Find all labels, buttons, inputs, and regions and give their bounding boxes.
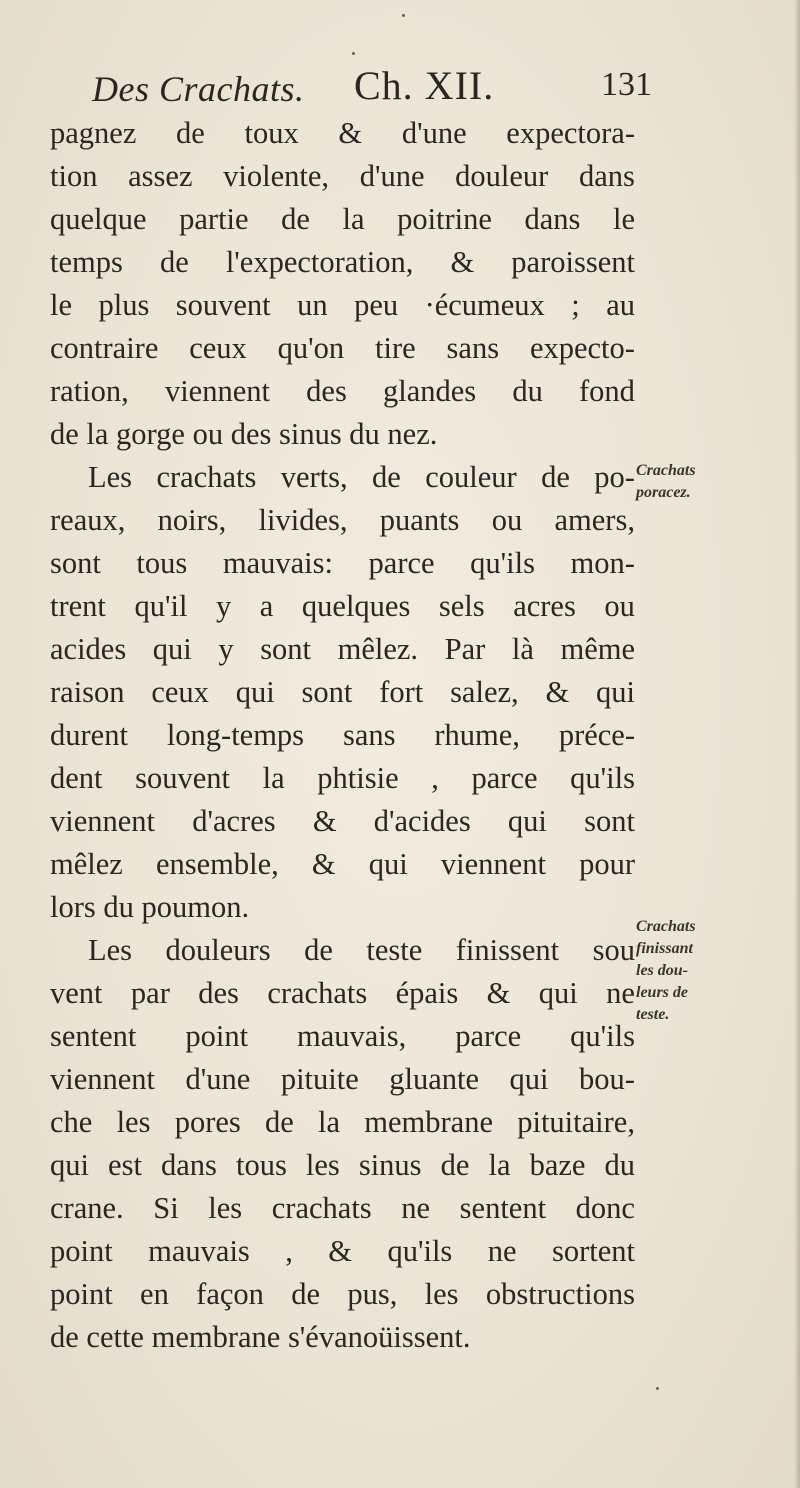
word: & [486,976,511,1010]
text-line [50,1187,635,1230]
margin-note-line: poracez. [636,484,691,501]
word: sentent [50,1019,137,1053]
text-line [50,1058,635,1101]
text-line [50,456,635,499]
word: qu'ils [570,761,635,795]
word: finissent [455,933,560,967]
word: de [176,116,205,150]
word: mêlez. [337,632,419,666]
word: mon- [570,546,635,580]
word: sans [342,718,396,752]
word: qu'ils [387,1234,453,1268]
text-line [50,198,635,241]
word: & [312,804,337,838]
text-line [50,542,635,585]
word: , [431,761,439,795]
word: , [285,1234,293,1268]
word: contraire [50,331,159,365]
word: tous [235,1148,287,1182]
body-text [50,112,635,1359]
word: fort [379,675,424,709]
text-line [50,370,635,413]
word: ; [571,288,580,322]
word: d'acides [373,804,471,838]
word: les [116,1105,151,1139]
word: phtisie [317,761,399,795]
word: qui [368,847,408,881]
text-line [50,1230,635,1273]
word: de [265,1105,294,1139]
text-line: de la gorge ou des sinus du nez. [50,417,438,451]
margin-note-crachats-finissant [636,916,766,1026]
word: ne [606,976,635,1010]
margin-note-crachats-poracez [636,460,766,504]
word: mauvais [148,1234,250,1268]
word: livides, [258,503,348,537]
word: qui [509,1062,549,1096]
word: qui [50,1148,89,1182]
word: sont [260,632,312,666]
text-line [50,284,635,327]
word: pour [579,847,635,881]
word: sortent [551,1234,635,1268]
word: des [306,374,347,408]
word: salez, [450,675,519,709]
text-line [50,843,635,886]
word: & [450,245,475,279]
margin-note-line: leurs de [636,984,688,1001]
text-line [50,714,635,757]
word: che [50,1105,93,1139]
word: ne [401,1191,431,1225]
word: viennent [164,374,270,408]
word: & [545,675,570,709]
word: de [291,1277,321,1311]
word: dans [161,1148,217,1182]
text-line [50,585,635,628]
word: qui [507,804,547,838]
word: du [512,374,543,408]
word: y [215,589,232,623]
word: glandes [383,374,477,408]
word: sinus [358,1148,422,1182]
word: de [440,1148,470,1182]
word: au [606,288,635,322]
word: trent [50,589,106,623]
word: point [185,1019,249,1053]
word: préce- [558,718,635,752]
word: sont [301,675,353,709]
margin-note-line: les dou- [636,962,688,979]
chapter-number: Ch. XII. [354,63,495,108]
word: tous [136,546,188,580]
word: la [318,1105,341,1139]
word: sont [584,804,635,838]
word: ne [487,1234,517,1268]
word: point [50,1277,113,1311]
text-line: de cette membrane s'évanoüissent. [50,1320,471,1354]
word: de [304,933,333,967]
word: & [311,847,336,881]
word: crachats [156,460,257,494]
word: le [612,202,635,236]
word: gluante [389,1062,480,1096]
word: épais [395,976,459,1010]
word: souvent [175,288,271,322]
word: d'une [401,116,467,150]
word: sels [438,589,485,623]
word: souvent [135,761,231,795]
word: verts, [280,460,348,494]
text-line [50,757,635,800]
word: un [297,288,328,322]
word: là [511,632,534,666]
word: vent [50,976,103,1010]
word: raison [50,675,125,709]
word: crachats [267,976,368,1010]
word: mauvais, [296,1019,407,1053]
word: viennent [440,847,546,881]
word: crane. [50,1191,124,1225]
word: dent [50,761,103,795]
word: même [560,632,635,666]
text-line [50,499,635,542]
text-line [50,628,635,671]
word: la [342,202,365,236]
word: couleur [425,460,517,494]
word: acides [50,632,127,666]
word: bou- [579,1062,635,1096]
word: pagnez [50,116,137,150]
word: expecto- [529,331,635,365]
word: ·écumeux [424,288,545,322]
word: sentent [459,1191,547,1225]
word: mêlez [50,847,123,881]
word: d'une [359,159,425,193]
word: la [488,1148,511,1182]
margin-note-line: Crachats [636,462,696,479]
word: en [140,1277,169,1311]
word: viennent [50,804,156,838]
word: puants [379,503,460,537]
word: du [604,1148,635,1182]
word: po- [594,460,635,494]
word: qui [235,675,275,709]
word: membrane [364,1105,493,1139]
word: des [198,976,239,1010]
word: d'une [185,1062,251,1096]
word: donc [575,1191,635,1225]
word: pores [174,1105,241,1139]
text-line [50,671,635,714]
word: parce [368,546,435,580]
word: paroissent [511,245,635,279]
word: sou [592,933,635,967]
word: peu [354,288,399,322]
word: mauvais: [222,546,333,580]
word: ration, [50,374,129,408]
margin-note-line: Crachats [636,918,696,935]
word: douleurs [165,933,271,967]
word: par [130,976,170,1010]
word: violente, [223,159,330,193]
word: qui [596,675,635,709]
word: est [108,1148,142,1182]
word: reaux, [50,503,126,537]
word: ou [604,589,635,623]
word: point [50,1234,113,1268]
word: les [305,1148,340,1182]
word: a [259,589,274,623]
word: dans [524,202,581,236]
word: ceux [151,675,209,709]
word: de [372,460,401,494]
word: Les [88,933,133,967]
word: les [208,1191,243,1225]
text-line [50,1144,635,1187]
word: baze [529,1148,586,1182]
paper-speck [402,14,405,17]
word: douleur [455,159,549,193]
word: assez [128,159,193,193]
word: Les [88,460,133,494]
word: noirs, [157,503,227,537]
word: parce [455,1019,522,1053]
text-line [50,1101,635,1144]
text-line: lors du poumon. [50,890,250,924]
word: y [218,632,234,666]
word: durent [50,718,128,752]
word: les [424,1277,459,1311]
text-line [50,155,635,198]
word: acres [513,589,576,623]
word: quelques [301,589,411,623]
word: le [50,288,73,322]
word: de [159,245,189,279]
word: l'expectoration, [225,245,414,279]
word: la [262,761,285,795]
word: sans [446,331,500,365]
running-title: Des Crachats. [92,69,305,109]
text-line [50,241,635,284]
text-line [50,327,635,370]
word: poitrine [397,202,492,236]
word: toux [244,116,299,150]
word: & [338,116,363,150]
word: façon [196,1277,264,1311]
word: Par [444,632,486,666]
word: amers, [554,503,635,537]
text-line [50,972,635,1015]
margin-note-line: finissant [636,940,693,957]
word: pus, [347,1277,398,1311]
word: teste [366,933,423,967]
word: qui [152,632,192,666]
word: crachats [271,1191,372,1225]
word: pituite [280,1062,359,1096]
word: parce [471,761,538,795]
paper-speck [352,52,355,55]
word: sont [50,546,101,580]
word: tion [50,159,98,193]
text-line [50,929,635,972]
word: tire [375,331,416,365]
word: long-temps [166,718,305,752]
text-line [50,1273,635,1316]
word: de [281,202,310,236]
word: qu'on [277,331,345,365]
word: Si [153,1191,179,1225]
text-line [50,112,635,155]
word: dans [579,159,635,193]
word: rhume, [434,718,520,752]
word: qu'ils [570,1019,635,1053]
word: expectora- [506,116,635,150]
word: ensemble, [155,847,279,881]
page-number: 131 [601,66,652,103]
word: viennent [50,1062,156,1096]
text-line [50,1015,635,1058]
word: & [328,1234,353,1268]
word: qui [538,976,578,1010]
word: ou [491,503,523,537]
word: quelque [50,202,147,236]
paper-speck [656,1387,659,1390]
page-header [92,62,652,116]
word: fond [579,374,635,408]
word: pituitaire, [517,1105,635,1139]
word: ceux [189,331,247,365]
word: de [541,460,570,494]
word: qu'ils [470,546,535,580]
word: plus [98,288,150,322]
word: temps [50,245,123,279]
margin-note-line: teste. [636,1006,670,1023]
word: d'acres [192,804,276,838]
word: qu'il [134,589,188,623]
word: partie [179,202,249,236]
text-line [50,800,635,843]
word: obstructions [485,1277,635,1311]
